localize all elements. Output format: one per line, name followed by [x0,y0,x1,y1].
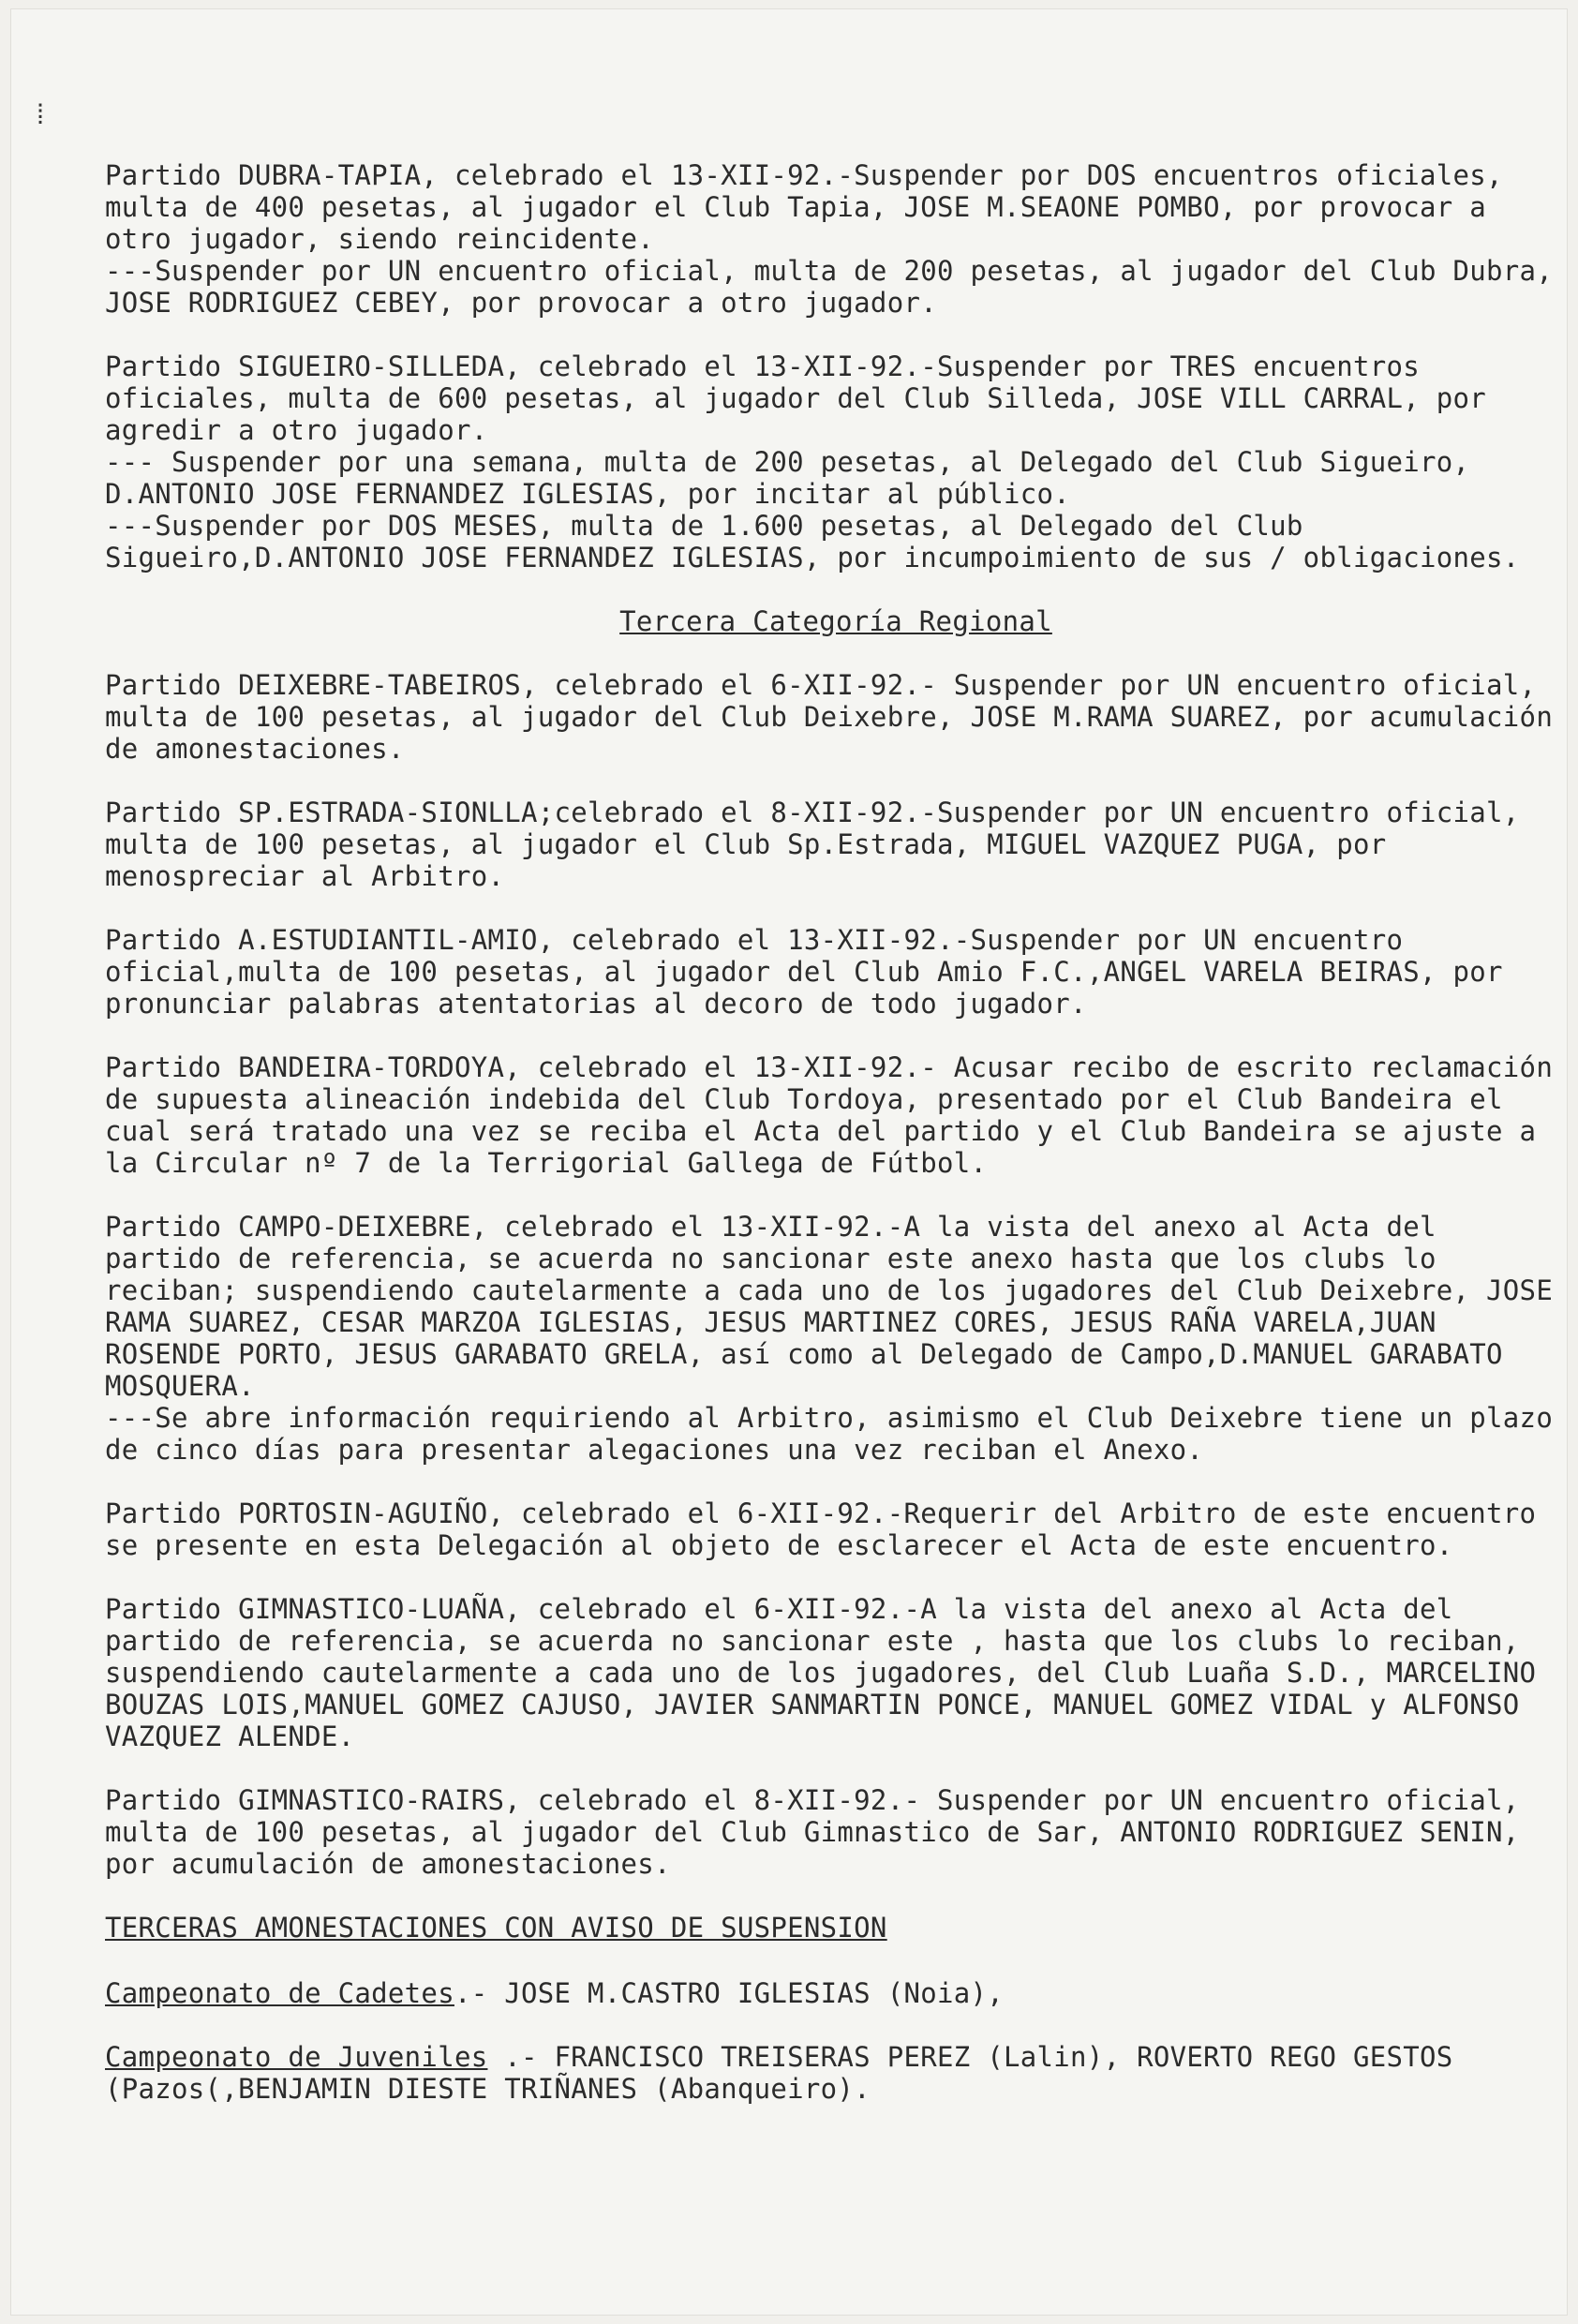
heading-tercera-text: Tercera Categoría Regional [619,605,1052,637]
ruling-dubra-tapia: Partido DUBRA-TAPIA, celebrado el 13-XII-92.-Suspender por DOS encuentros oficiales, multa de 400 pesetas, al jugador el Club Tapia, JOSE M.SEAONE POMBO, por provocar a otro jugador, siendo reincidente. ---Suspender por UN encuentro oficial, multa de 200 pesetas, al jugador del Club Dubra, JOSE RODRIGUEZ CEBEY, por provocar a otro jugador. [105,159,1554,319]
amonestaciones-cadetes [105,1977,1567,2009]
juveniles-label: Campeonato de Juveniles [105,2041,488,2073]
cadetes-text: .- JOSE M.CASTRO IGLESIAS (Noia), [454,1977,1005,2009]
ruling-portosin-aguino: Partido PORTOSIN-AGUIÑO, celebrado el 6-XII-92.-Requerir del Arbitro de este encuentro se presente en esta Delegación al objeto de esclarecer el Acta de este encuentro. [105,1497,1537,1561]
section-heading-amonestaciones [105,1912,1567,1944]
ruling-bandeira-tordoya: Partido BANDEIRA-TORDOYA, celebrado el 13-XII-92.- Acusar recibo de escrito reclamación de supuesta alineación indebida del Club Tordoya, presentado por el Club Bandeira el cual será tratado una vez se reciba el Acta del partido y el Club Bandeira se ajuste a la Circular nº 7 de la Terrigorial Gallega de Fútbol. [105,1051,1554,1179]
section-heading-tercera [105,605,1567,637]
margin-tick-mark: ⁞ [32,98,50,131]
ruling-deixebre-tabeiros: Partido DEIXEBRE-TABEIROS, celebrado el 6-XII-92.- Suspender por UN encuentro oficial, multa de 100 pesetas, al jugador del Club Deixebre, JOSE M.RAMA SUAREZ, por acumulación de amonestaciones. [105,669,1554,765]
cadetes-label: Campeonato de Cadetes [105,1977,454,2009]
ruling-sigueiro-silleda: Partido SIGUEIRO-SILLEDA, celebrado el 13-XII-92.-Suspender por TRES encuentros oficiales, multa de 600 pesetas, al jugador del Club Silleda, JOSE VILL CARRAL, por agredir a otro jugador. --- Suspender por una semana, multa de 200 pesetas, al Delegado del Club Sigueiro, D.ANTONIO JOSE FERNANDEZ IGLESIAS, por incitar al público. ---Suspender por DOS MESES, multa de 1.600 pesetas, al Delegado del Club Sigueiro,D.ANTONIO JOSE FERNANDEZ IGLESIAS, por incumpoimiento de sus / obligaciones. [105,350,1520,574]
ruling-gimnastico-luana: Partido GIMNASTICO-LUAÑA, celebrado el 6-XII-92.-A la vista del anexo al Acta del partido de referencia, se acuerda no sancionar este , hasta que los clubs lo reciban, suspendiendo cautelarmente a cada uno de los jugadores, del Club Luaña S.D., MARCELINO BOUZAS LOIS,MANUEL GOMEZ CAJUSO, JAVIER SANMARTIN PONCE, MANUEL GOMEZ VIDAL y ALFONSO VAZQUEZ ALENDE. [105,1593,1537,1752]
document-body [105,159,1567,2112]
amonestaciones-juveniles [105,2041,1567,2105]
ruling-campo-deixebre: Partido CAMPO-DEIXEBRE, celebrado el 13-XII-92.-A la vista del anexo al Acta del partido de referencia, se acuerda no sancionar este anexo hasta que los clubs lo reciban; suspendiendo cautelarmente a cada uno de los jugadores del Club Deixebre, JOSE RAMA SUAREZ, CESAR MARZOA IGLESIAS, JESUS MARTINEZ CORES, JESUS RAÑA VARELA,JUAN ROSENDE PORTO, JESUS GARABATO GRELA, así como al Delegado de Campo,D.MANUEL GARABATO MOSQUERA. ---Se abre información requiriendo al Arbitro, asimismo el Club Deixebre tiene un plazo de cinco días para presentar alegaciones una vez reciban el Anexo. [105,1211,1554,1466]
document-page [11,9,1567,2315]
heading-amonestaciones-text: TERCERAS AMONESTACIONES CON AVISO DE SUSPENSION [105,1912,887,1944]
ruling-estrada-sionlla: Partido SP.ESTRADA-SIONLLA;celebrado el 8-XII-92.-Suspender por UN encuentro oficial, multa de 100 pesetas, al jugador el Club Sp.Estrada, MIGUEL VAZQUEZ PUGA, por menospreciar al Arbitro. [105,797,1520,892]
ruling-estudiantil-amio: Partido A.ESTUDIANTIL-AMIO, celebrado el 13-XII-92.-Suspender por UN encuentro oficial,multa de 100 pesetas, al jugador del Club Amio F.C.,ANGEL VARELA BEIRAS, por pronunciar palabras atentatorias al decoro de todo jugador. [105,924,1503,1020]
juveniles-text: .- FRANCISCO TREISERAS PEREZ (Lalin), ROVERTO REGO GESTOS (Pazos(,BENJAMIN DIESTE TRIÑANES (Abanqueiro). [105,2041,1453,2105]
ruling-gimnastico-rairs: Partido GIMNASTICO-RAIRS, celebrado el 8-XII-92.- Suspender por UN encuentro oficial, multa de 100 pesetas, al jugador del Club Gimnastico de Sar, ANTONIO RODRIGUEZ SENIN, por acumulación de amonestaciones. [105,1784,1520,1880]
